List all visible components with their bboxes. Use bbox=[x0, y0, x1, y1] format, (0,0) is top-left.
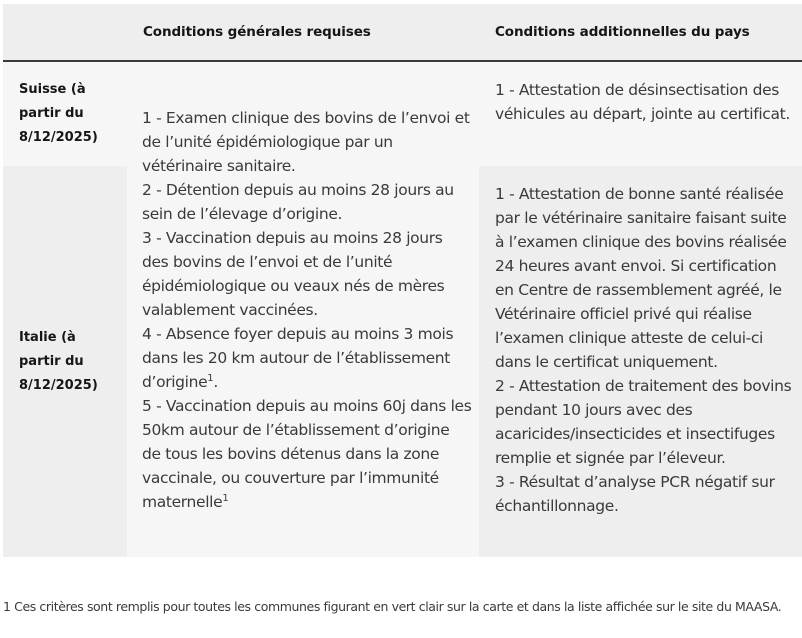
additional-conditions-list bbox=[495, 78, 795, 126]
additional-conditions-suisse bbox=[479, 62, 802, 166]
general-condition-item: 2 - Détention depuis au moins 28 jours au sein de l’élevage d’origine. bbox=[142, 181, 454, 223]
footnote: 1 Ces critères sont remplis pour toutes les communes figurant en vert clair sur la carte et dans la liste affichée sur le site du MAASA. bbox=[3, 599, 782, 614]
general-condition-item: 3 - Vaccination depuis au moins 28 jours des bovins de l’envoi et de l’unité épidémiologique ou veaux nés de mères valablement vaccinées. bbox=[142, 229, 445, 319]
general-conditions-cell bbox=[127, 62, 479, 557]
additional-conditions-list bbox=[495, 182, 795, 518]
footnote-ref: 1 bbox=[222, 493, 229, 504]
general-condition-item: 1 - Examen clinique des bovins de l’envoi et de l’unité épidémiologique par un vétérinaire sanitaire. bbox=[142, 109, 470, 175]
additional-condition-item: 1 - Attestation de bonne santé réalisée par le vétérinaire sanitaire faisant suite à l’examen clinique des bovins réalisée 24 heures avant envoi. Si certification en Centre de rassemblement agréé, le Vétérinaire officiel privé qui réalise l’examen clinique atteste de celui-ci dans le certificat uniquement. bbox=[495, 185, 787, 371]
general-condition-item: 5 - Vaccination depuis au moins 60j dans les 50km autour de l’établissement d’origine de tous les bovins détenus dans la zone vaccinale, ou couverture par l’immunité maternelle$^1$ bbox=[142, 397, 472, 511]
country-cell-suisse bbox=[3, 62, 127, 166]
general-condition-item: 4 - Absence foyer depuis au moins 3 mois dans les 20 km autour de l’établissement d’origine$^1$. bbox=[142, 325, 454, 391]
requirements-table bbox=[3, 4, 802, 557]
additional-condition-item: 2 - Attestation de traitement des bovins pendant 10 jours avec des acaricides/insecticides et insectifuges remplie et signée par l’éleveur. bbox=[495, 377, 792, 467]
table-header bbox=[3, 4, 802, 62]
additional-condition-item: 3 - Résultat d’analyse PCR négatif sur échantillonnage. bbox=[495, 473, 775, 515]
header-additional-conditions: Conditions additionnelles du pays bbox=[495, 24, 750, 40]
country-label: Italie (à partir du 8/12/2025) bbox=[19, 330, 98, 393]
additional-conditions-italie bbox=[479, 166, 802, 557]
additional-condition-item: 1 - Attestation de désinsectisation des véhicules au départ, jointe au certificat. bbox=[495, 81, 790, 123]
country-cell-italie bbox=[3, 166, 127, 557]
country-label: Suisse (à partir du 8/12/2025) bbox=[19, 82, 98, 145]
footnote-ref: 1 bbox=[207, 373, 214, 384]
general-conditions-list bbox=[142, 106, 472, 514]
header-general-conditions: Conditions générales requises bbox=[143, 24, 371, 40]
